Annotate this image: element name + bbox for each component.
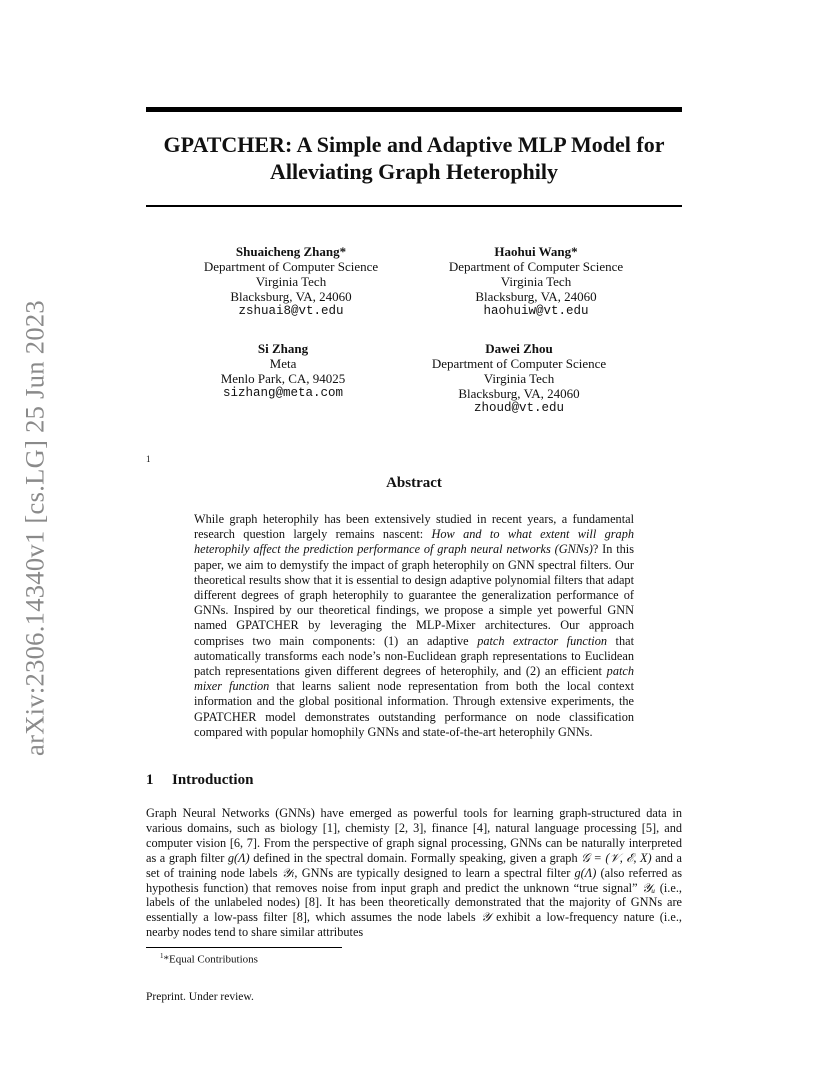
- introduction-paragraph: Graph Neural Networks (GNNs) have emerged as powerful tools for learning graph-structured data in various domains, such as biology [1], chemisty [2, 3], finance [4], natural language processing [5], and computer vision [6, 7]. From the perspective of graph signal processing, GNNs can be naturally interpreted as a graph filter g(Λ) defined in the spectral domain. Formally speaking, given a graph 𝒢 = (𝒱, ℰ, X) and a set of training node labels 𝒴ₗ, GNNs are typically designed to learn a spectral filter g(Λ) (also referred as hypothesis function) that removes noise from input graph and predict the unknown “true signal” 𝒴ᵤ (i.e., labels of the unlabeled nodes) [8]. It has been theoretically demonstrated that the majority of GNNs are essentially a low-pass filter [8], which assumes the node labels 𝒴 exhibit a low-frequency nature (i.e., nearby nodes tend to share similar attributes: [146, 806, 682, 940]
- title-rule-top: [146, 107, 682, 112]
- author-affiliation: Department of Computer Science: [431, 356, 607, 371]
- footnote-marker: 1: [146, 454, 151, 464]
- author-affiliation: Department of Computer Science: [448, 259, 624, 274]
- author-email[interactable]: haohuiw@vt.edu: [483, 304, 589, 318]
- author-block: [394, 341, 644, 416]
- author-affiliation: Department of Computer Science: [203, 259, 379, 274]
- author-block: [158, 341, 408, 401]
- abstract-text: While graph heterophily has been extensively studied in recent years, a fundamental research question largely remains nascent: How and to what extent will graph heterophily affect the prediction performance of graph neural networks (GNNs)? In this paper, we aim to demystify the impact of graph heterophily on GNN spectral filters. Our theoretical results show that it is essential to design adaptive polynomial filters that adapt different degrees of graph heterophily to guarantee the generalization performance of GNNs. Inspired by our theoretical findings, we propose a simple yet powerful GNN named GPATCHER by leveraging the MLP-Mixer architectures. Our approach comprises two main components: (1) an adaptive patch extractor function that automatically transforms each node’s non-Euclidean graph representations to Euclidean patch representations given different degrees of heterophily, and (2) an efficient patch mixer function that learns salient node representation from both the local context information and the global positional information. Through extensive experiments, the GPATCHER model demonstrates outstanding performance on node classification compared with popular homophily GNNs and state-of-the-art heterophily GNNs.: [194, 512, 635, 739]
- author-block: [411, 244, 661, 319]
- author-name: Shuaicheng Zhang*: [235, 244, 347, 259]
- preprint-notice: Preprint. Under review.: [146, 991, 254, 1003]
- author-address: Blacksburg, VA, 24060: [458, 386, 580, 401]
- author-institution: Virginia Tech: [255, 274, 327, 289]
- section-heading-introduction: 1 Introduction: [146, 772, 254, 788]
- footnote-divider: [146, 947, 342, 948]
- author-affiliation: Meta: [269, 356, 297, 371]
- author-email[interactable]: sizhang@meta.com: [222, 386, 344, 400]
- author-name: Haohui Wang*: [494, 244, 578, 259]
- footnote: $^1$*Equal Contributions: [160, 952, 258, 966]
- abstract-heading: Abstract: [386, 475, 442, 491]
- author-email[interactable]: zhoud@vt.edu: [473, 401, 564, 415]
- author-email[interactable]: zshuai8@vt.edu: [238, 304, 344, 318]
- author-address: Menlo Park, CA, 94025: [220, 371, 346, 386]
- author-name: Dawei Zhou: [485, 341, 553, 356]
- author-name: Si Zhang: [257, 341, 309, 356]
- arxiv-identifier-stamp: arXiv:2306.14340v1 [cs.LG] 25 Jun 2023: [19, 300, 50, 756]
- paper-title: GPATCHER: A Simple and Adaptive MLP Model for Alleviating Graph Heterophily: [163, 132, 665, 184]
- author-institution: Virginia Tech: [483, 371, 555, 386]
- author-institution: Virginia Tech: [500, 274, 572, 289]
- author-block: [166, 244, 416, 319]
- author-address: Blacksburg, VA, 24060: [230, 289, 352, 304]
- title-rule-bottom: [146, 205, 682, 207]
- author-address: Blacksburg, VA, 24060: [475, 289, 597, 304]
